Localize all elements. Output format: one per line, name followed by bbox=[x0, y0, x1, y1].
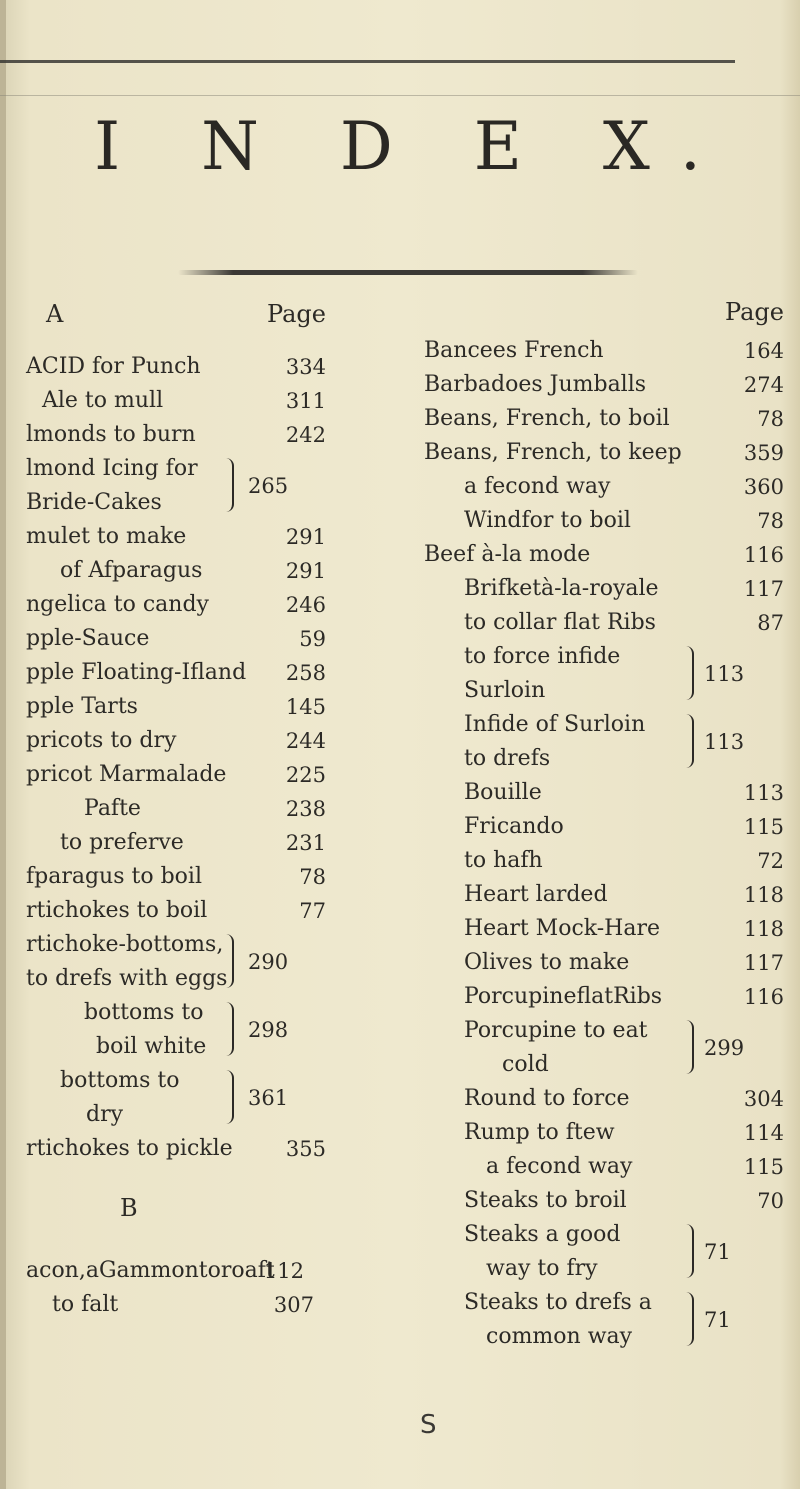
entry-page: 244 bbox=[285, 729, 326, 753]
brace bbox=[222, 1070, 234, 1124]
entry-text-line2: Bride-Cakes bbox=[26, 490, 162, 515]
entry-page: 78 bbox=[757, 407, 784, 431]
top-rule bbox=[0, 60, 735, 63]
top-thin-rule bbox=[0, 95, 800, 96]
entry-page: 115 bbox=[743, 815, 784, 839]
entry-text: Windfor to boil bbox=[464, 508, 631, 533]
entry-text: Heart Mock-Hare bbox=[464, 916, 660, 941]
brace bbox=[682, 714, 694, 768]
entry-text: mulet to make bbox=[26, 524, 187, 549]
entry-text: pple Tarts bbox=[26, 694, 138, 719]
entry-text: rtichokes to pickle bbox=[26, 1136, 233, 1161]
entry-text-line1: to force infide bbox=[464, 644, 621, 669]
entry-page: 274 bbox=[743, 373, 784, 397]
entry-text: Barbadoes Jumballs bbox=[424, 372, 647, 397]
entry-page: 114 bbox=[743, 1121, 784, 1145]
entry-page: 116 bbox=[743, 543, 784, 567]
entry-page: 334 bbox=[285, 355, 326, 379]
entry-text-line2: to drefs with eggs bbox=[26, 966, 228, 991]
index-column-right bbox=[424, 300, 784, 1354]
index-entry bbox=[26, 622, 326, 656]
entry-text: PorcupineflatRibs bbox=[464, 984, 663, 1009]
index-entry bbox=[26, 1254, 326, 1288]
entry-page: 242 bbox=[285, 423, 326, 447]
entry-page: 116 bbox=[743, 985, 784, 1009]
index-entry-braced bbox=[424, 708, 784, 776]
index-entry bbox=[424, 572, 784, 606]
entry-page: 72 bbox=[757, 849, 784, 873]
index-entry bbox=[424, 946, 784, 980]
index-entry bbox=[26, 860, 326, 894]
index-entry bbox=[26, 418, 326, 452]
entry-text: Heart larded bbox=[464, 882, 608, 907]
entry-text: acon,aGammontoroaft bbox=[26, 1258, 275, 1283]
entry-page: 113 bbox=[704, 730, 745, 754]
entry-page: 78 bbox=[757, 509, 784, 533]
entry-text: Beans, French, to keep bbox=[424, 440, 682, 465]
entry-page: 71 bbox=[704, 1240, 731, 1264]
index-entry bbox=[424, 402, 784, 436]
entry-text: Beef à-la mode bbox=[424, 542, 591, 567]
entry-text: Bouille bbox=[464, 780, 542, 805]
entry-page: 298 bbox=[248, 1018, 289, 1042]
entry-page: 112 bbox=[263, 1259, 304, 1283]
index-entry bbox=[424, 980, 784, 1014]
index-entry-braced bbox=[26, 928, 326, 996]
index-entry-braced bbox=[424, 1286, 784, 1354]
entry-text: Brifketà-la-royale bbox=[464, 576, 659, 601]
entry-page: 113 bbox=[704, 662, 745, 686]
index-entry bbox=[26, 826, 326, 860]
page-title: I N D E X. bbox=[94, 108, 731, 185]
index-entry bbox=[424, 878, 784, 912]
entry-page: 70 bbox=[757, 1189, 784, 1213]
index-entry bbox=[26, 690, 326, 724]
entry-text: to hafh bbox=[464, 848, 543, 873]
entry-text: Rump to ftew bbox=[464, 1120, 615, 1145]
brace bbox=[222, 458, 234, 512]
entry-page: 359 bbox=[743, 441, 784, 465]
index-entry bbox=[26, 1132, 326, 1166]
entry-text-line2: way to fry bbox=[486, 1256, 598, 1281]
page-label-right: Page bbox=[725, 298, 784, 326]
brace bbox=[682, 1292, 694, 1346]
entry-text-line2: dry bbox=[86, 1102, 124, 1127]
index-entry-braced bbox=[26, 996, 326, 1064]
entry-page: 115 bbox=[743, 1155, 784, 1179]
index-entry-braced bbox=[424, 1218, 784, 1286]
index-entry bbox=[424, 538, 784, 572]
index-entry bbox=[26, 520, 326, 554]
entry-text: fparagus to boil bbox=[26, 864, 202, 889]
index-entry-braced bbox=[26, 1064, 326, 1132]
entry-page: 78 bbox=[299, 865, 326, 889]
index-entry bbox=[424, 368, 784, 402]
entry-text-line1: lmond Icing for bbox=[26, 456, 198, 481]
page-binding-edge bbox=[0, 0, 6, 1489]
index-entry bbox=[26, 758, 326, 792]
page-label-left: Page bbox=[267, 300, 326, 328]
index-entry bbox=[26, 894, 326, 928]
title-rule bbox=[178, 270, 638, 275]
entry-text-line2: to drefs bbox=[464, 746, 551, 771]
entry-text: pple Floating-Ifland bbox=[26, 660, 247, 685]
entry-text: to collar flat Ribs bbox=[464, 610, 656, 635]
entry-page: 307 bbox=[273, 1293, 314, 1317]
entry-page: 304 bbox=[743, 1087, 784, 1111]
entry-text: pricot Marmalade bbox=[26, 762, 227, 787]
entry-page: 118 bbox=[743, 917, 784, 941]
index-entry bbox=[424, 1116, 784, 1150]
entry-text: Fricando bbox=[464, 814, 564, 839]
index-entry bbox=[424, 1082, 784, 1116]
index-entry-braced bbox=[26, 452, 326, 520]
entry-page: 231 bbox=[285, 831, 326, 855]
entry-text-line1: bottoms to bbox=[84, 1000, 204, 1025]
entry-page: 71 bbox=[704, 1308, 731, 1332]
entry-text: Pafte bbox=[84, 796, 141, 821]
index-entry-braced bbox=[424, 640, 784, 708]
entry-text: to falt bbox=[52, 1292, 119, 1317]
entry-text: Ale to mull bbox=[42, 388, 164, 413]
entry-page: 117 bbox=[743, 577, 784, 601]
entry-page: 246 bbox=[285, 593, 326, 617]
entry-text: a fecond way bbox=[464, 474, 611, 499]
page-header-right bbox=[424, 300, 784, 334]
index-entry bbox=[26, 588, 326, 622]
entry-page: 77 bbox=[299, 899, 326, 923]
entry-page: 361 bbox=[248, 1086, 289, 1110]
brace bbox=[682, 1020, 694, 1074]
entry-text: Steaks to broil bbox=[464, 1188, 627, 1213]
entry-text-line2: boil white bbox=[96, 1034, 207, 1059]
index-entry bbox=[424, 1184, 784, 1218]
index-entry bbox=[26, 656, 326, 690]
entry-page: 291 bbox=[285, 525, 326, 549]
entry-text-line2: cold bbox=[502, 1052, 549, 1077]
section-header-a bbox=[26, 300, 326, 350]
entry-page: 118 bbox=[743, 883, 784, 907]
entry-text-line1: Steaks a good bbox=[464, 1222, 621, 1247]
entry-page: 311 bbox=[285, 389, 326, 413]
index-entry bbox=[26, 724, 326, 758]
section-letter-b: B bbox=[120, 1194, 138, 1222]
entry-text-line1: bottoms to bbox=[60, 1068, 180, 1093]
entry-text: ACID for Punch bbox=[26, 354, 201, 379]
index-column-left bbox=[26, 300, 326, 1322]
index-entry bbox=[26, 1288, 326, 1322]
entry-text: Beans, French, to boil bbox=[424, 406, 670, 431]
entry-text: lmonds to burn bbox=[26, 422, 196, 447]
index-entry bbox=[424, 504, 784, 538]
index-entry bbox=[424, 606, 784, 640]
entry-page: 360 bbox=[743, 475, 784, 499]
index-entry bbox=[424, 470, 784, 504]
entry-text: Bancees French bbox=[424, 338, 604, 363]
index-entry bbox=[424, 810, 784, 844]
entry-text-line1: Infide of Surloin bbox=[464, 712, 646, 737]
entry-text: of Afparagus bbox=[60, 558, 203, 583]
entry-page: 225 bbox=[285, 763, 326, 787]
brace bbox=[222, 934, 234, 988]
entry-text: to preferve bbox=[60, 830, 184, 855]
entry-text: Olives to make bbox=[464, 950, 630, 975]
entry-page: 145 bbox=[285, 695, 326, 719]
index-entry bbox=[424, 844, 784, 878]
brace bbox=[682, 1224, 694, 1278]
index-entry bbox=[26, 384, 326, 418]
entry-page: 164 bbox=[743, 339, 784, 363]
catchword: S bbox=[420, 1410, 437, 1440]
entry-page: 87 bbox=[757, 611, 784, 635]
index-entry bbox=[424, 334, 784, 368]
entry-text-line1: Porcupine to eat bbox=[464, 1018, 648, 1043]
index-entry bbox=[26, 350, 326, 384]
entry-page: 238 bbox=[285, 797, 326, 821]
entry-page: 117 bbox=[743, 951, 784, 975]
entry-text-line1: Steaks to drefs a bbox=[464, 1290, 652, 1315]
entry-page: 59 bbox=[299, 627, 326, 651]
index-entry-braced bbox=[424, 1014, 784, 1082]
entry-text: Round to force bbox=[464, 1086, 630, 1111]
index-entry bbox=[424, 436, 784, 470]
entry-text: a fecond way bbox=[486, 1154, 633, 1179]
entry-page: 113 bbox=[743, 781, 784, 805]
index-entry bbox=[26, 792, 326, 826]
entry-page: 290 bbox=[248, 950, 289, 974]
entry-page: 265 bbox=[248, 474, 289, 498]
entry-page: 258 bbox=[285, 661, 326, 685]
entry-text-line2: Surloin bbox=[464, 678, 546, 703]
entry-text-line1: rtichoke-bottoms, bbox=[26, 932, 224, 957]
entry-page: 299 bbox=[704, 1036, 745, 1060]
section-letter-a: A bbox=[46, 300, 64, 328]
index-entry bbox=[424, 776, 784, 810]
entry-page: 355 bbox=[285, 1137, 326, 1161]
section-header-b bbox=[26, 1166, 326, 1238]
entry-text-line2: common way bbox=[486, 1324, 633, 1349]
entry-page: 291 bbox=[285, 559, 326, 583]
entry-text: ngelica to candy bbox=[26, 592, 209, 617]
index-entry bbox=[424, 912, 784, 946]
entry-text: rtichokes to boil bbox=[26, 898, 208, 923]
brace bbox=[222, 1002, 234, 1056]
entry-text: pple-Sauce bbox=[26, 626, 150, 651]
entry-text: pricots to dry bbox=[26, 728, 177, 753]
index-entry bbox=[424, 1150, 784, 1184]
brace bbox=[682, 646, 694, 700]
index-entry bbox=[26, 554, 326, 588]
